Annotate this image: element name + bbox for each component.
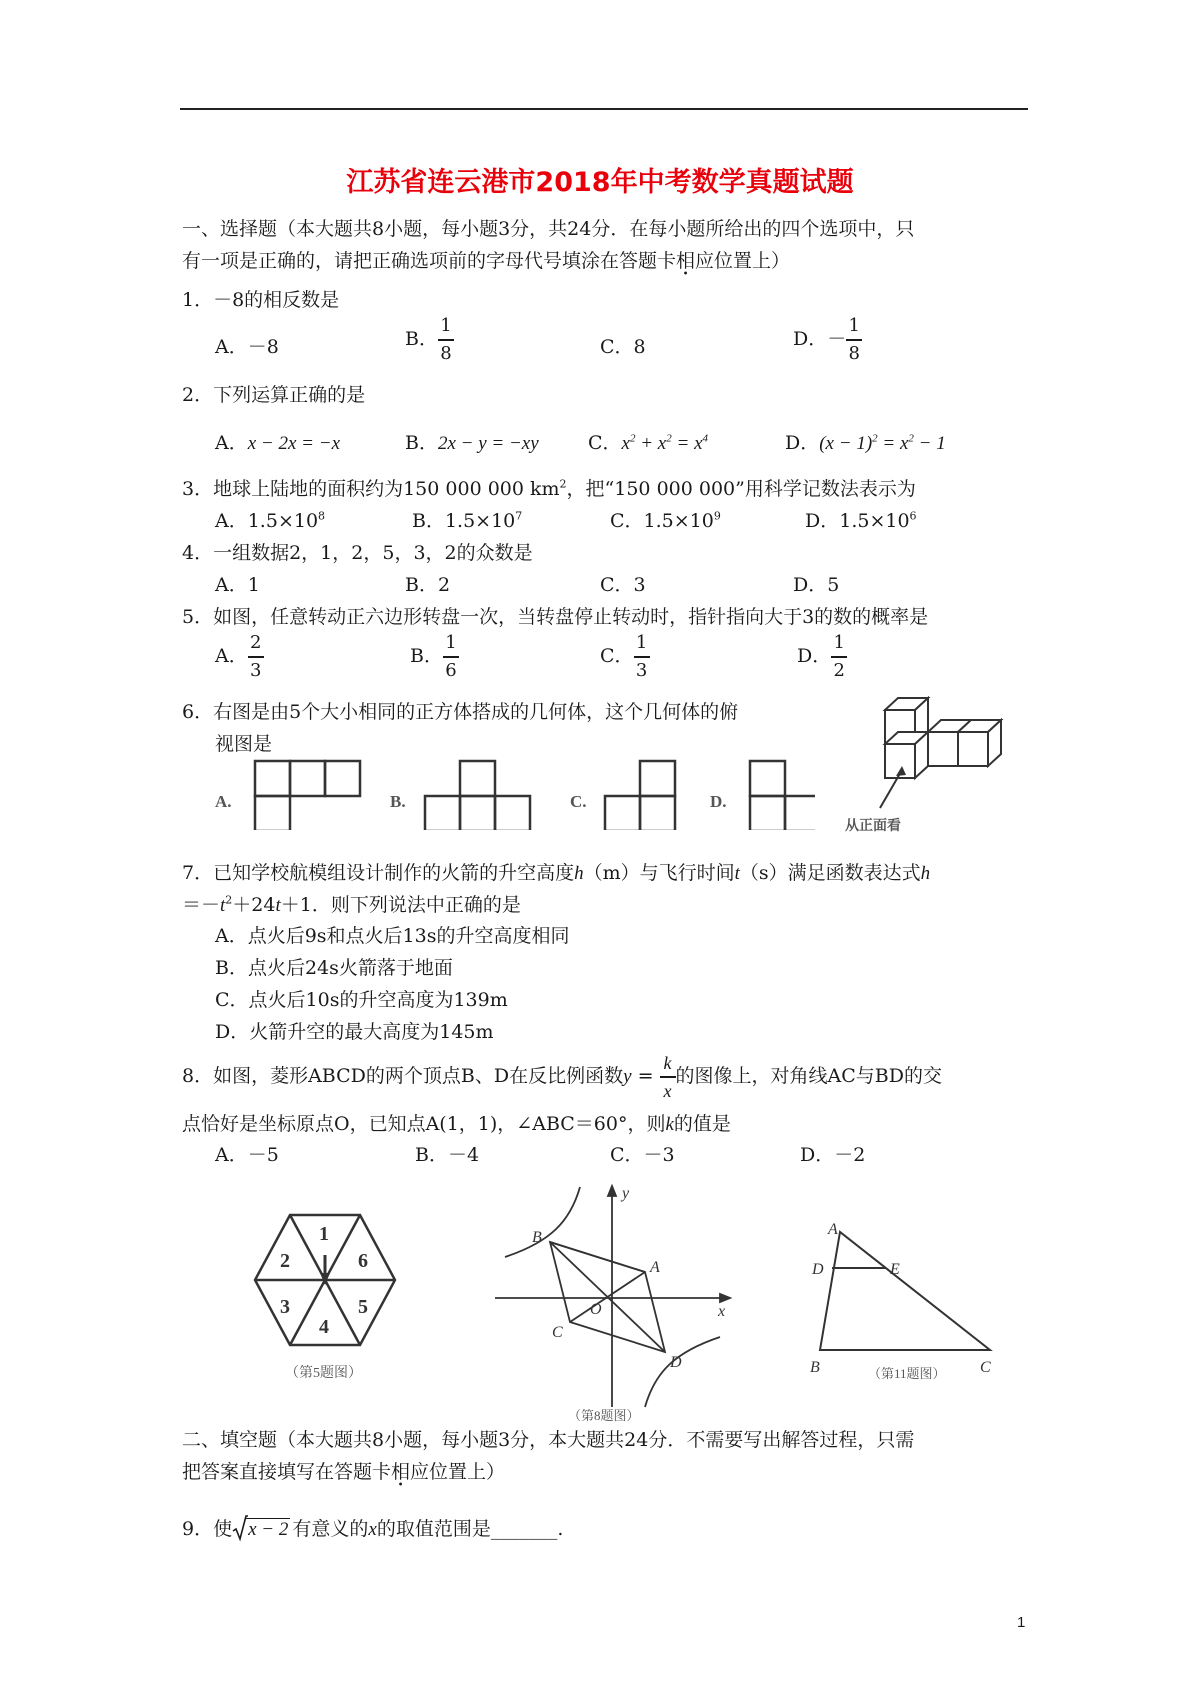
fig5-caption: （第5题图） <box>285 1366 362 1381</box>
top-rule <box>180 108 1028 110</box>
q8-option-d: D．－2 <box>800 1144 866 1166</box>
fig5-label-3: 3 <box>280 1296 290 1318</box>
fig11-point-a: A <box>828 1221 838 1238</box>
q2-stem: 2．下列运算正确的是 <box>182 384 366 406</box>
section1-heading: 一、选择题（本大题共8小题，每小题3分，共24分．在每小题所给出的四个选项中，只 有一项是正确的，请把正确选项前的字母代号填涂在答题卡相应位置 •上） <box>182 213 1027 277</box>
fig11-point-e: E <box>890 1261 900 1278</box>
fig8-x-axis: x <box>718 1303 726 1320</box>
q5-option-d: D． $\frac{1}{2}$ <box>797 633 847 681</box>
fig5-label-6: 6 <box>358 1250 368 1272</box>
fig8-point-c: C <box>552 1324 563 1341</box>
q9-stem: 9．使 x − 2 有意义的x的取值范围是_______. <box>182 1518 564 1540</box>
q6-opt-d-label: D. <box>710 792 727 811</box>
fig11-point-d: D <box>812 1261 824 1278</box>
q3-stem: 3．地球上陆地的面积约为150 000 000 $km^2$，把“150 000 000”用科学记数法表示为 <box>182 477 916 500</box>
q3-option-c: C．$1.5\times 10^9$ <box>610 509 721 532</box>
q7-stem-line2: $=-t^2+24t+1$．则下列说法中正确的是 <box>182 893 521 916</box>
q7-option-c: C．点火后10s的升空高度为139m <box>215 989 508 1011</box>
section2-heading: 二、填空题（本大题共8小题，每小题3分，本大题共24分．不需要写出解答过程，只需 把答案直接填写在答题卡相应位置 •上） <box>182 1424 1027 1488</box>
q2-option-b: B．2x − y = −xy <box>405 432 539 454</box>
q5-option-b: B． $\frac{1}{6}$ <box>410 633 459 681</box>
fig8-point-d: D <box>670 1354 682 1371</box>
fig8-point-b: B <box>532 1229 542 1246</box>
fig5-label-4: 4 <box>319 1316 329 1338</box>
fig5-label-1: 1 <box>319 1223 329 1245</box>
q6-opt-c-label: C. <box>570 792 587 811</box>
fig8-point-a: A <box>650 1259 660 1276</box>
q5-stem: 5．如图，任意转动正六边形转盘一次，当转盘停止转动时，指针指向大于3的数的概率是 <box>182 606 929 628</box>
emphasis-text: 答题卡相应位置 • <box>619 245 752 277</box>
q8-option-b: B．－4 <box>415 1144 480 1166</box>
q1-option-a: A．－8 <box>215 336 279 358</box>
fig8-point-o: O <box>590 1301 602 1318</box>
q1-option-c: C．8 <box>600 336 646 358</box>
q3-option-b: B．$1.5\times 10^7$ <box>412 509 523 532</box>
front-view-label: 从正面看 <box>845 819 901 834</box>
page-title: 江苏省连云港市2018年中考数学真题试题 <box>346 167 854 198</box>
q6-opt-a-label: A. <box>215 792 232 811</box>
q4-option-d: D．5 <box>793 574 840 596</box>
q7-option-d: D．火箭升空的最大高度为145m <box>215 1021 494 1043</box>
q4-stem: 4．一组数据2，1，2，5，3，2的众数是 <box>182 542 533 564</box>
q7-option-a: A．点火后9s和点火后13s的升空高度相同 <box>215 925 570 947</box>
q3-option-a: A．$1.5\times 10^8$ <box>215 509 326 532</box>
fig8-caption: （第8题图） <box>568 1408 640 1422</box>
answer-blank[interactable]: _______ <box>490 1518 558 1540</box>
q6-cube-figure <box>840 690 1040 840</box>
q1-option-d: D．－ $\frac{1}{8}$ <box>793 316 862 364</box>
fig8-rhombus-graph <box>490 1182 740 1422</box>
fig11-point-b: B <box>810 1359 820 1376</box>
q2-option-c: C．$x^2 + x^2 = x^4$ <box>588 432 709 454</box>
q7-stem-line1: 7．已知学校航模组设计制作的火箭的升空高度h（m）与飞行时间t（s）满足函数表达式h <box>182 862 931 884</box>
q8-stem-line1: 8．如图，菱形ABCD的两个顶点B、D在反比例函数y = $\frac{k}{x}$ 的图像上，对角线AC与BD的交 <box>182 1053 942 1101</box>
fig11-point-c: C <box>980 1359 991 1376</box>
q2-option-a: A．x − 2x = −x <box>215 432 340 454</box>
fig11-caption: （第11题图） <box>868 1366 946 1381</box>
q6-opt-b-label: B. <box>390 792 406 811</box>
q4-option-c: C．3 <box>600 574 646 596</box>
q4-option-a: A．1 <box>215 574 260 596</box>
page-number: 1 <box>1017 1614 1026 1631</box>
q6-stem-line1: 6．右图是由5个大小相同的正方体搭成的几何体，这个几何体的俯 <box>182 701 739 723</box>
q8-stem-line2: 点恰好是坐标原点O，已知点A(1，1)，∠ABC＝60°，则k的值是 <box>182 1113 731 1135</box>
fig5-hexagon-spinner <box>240 1205 420 1395</box>
q6-stem-line2: 视图是 <box>215 733 273 755</box>
q3-option-d: D．$1.5\times 10^6$ <box>805 509 917 532</box>
fig11-triangle <box>810 1220 1010 1390</box>
q4-option-b: B．2 <box>405 574 451 596</box>
fig5-label-2: 2 <box>280 1250 290 1272</box>
q5-option-a: A． $\frac{2}{3}$ <box>215 633 264 681</box>
q1-stem: 1．－8的相反数是 <box>182 289 340 311</box>
fig5-label-5: 5 <box>358 1296 368 1318</box>
q5-option-c: C． $\frac{1}{3}$ <box>600 633 650 681</box>
q8-option-a: A．－5 <box>215 1144 279 1166</box>
fig8-y-axis: y <box>622 1185 630 1202</box>
emphasis-text: 答题卡相应位置 • <box>334 1456 467 1488</box>
q6-options-figure <box>215 755 815 830</box>
q7-option-b: B．点火后24s火箭落于地面 <box>215 957 453 979</box>
q8-option-c: C．－3 <box>610 1144 675 1166</box>
q1-option-b: B． $\frac{1}{8}$ <box>405 316 454 364</box>
q2-option-d: D．$(x - 1)^2 = x^2 - 1$ <box>785 432 946 454</box>
